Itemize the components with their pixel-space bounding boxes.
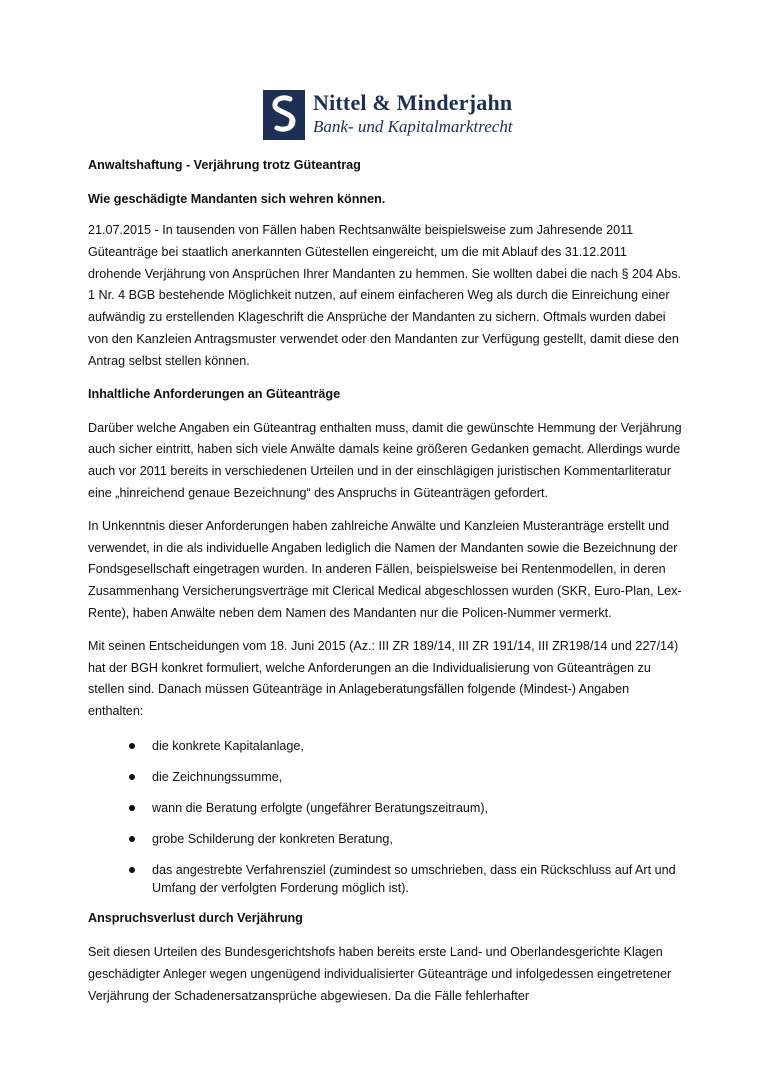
section-sign-logo-icon: [263, 90, 305, 140]
document-title: Anwaltshaftung - Verjährung trotz Güteantrag: [88, 158, 361, 172]
bullet-icon: [129, 836, 135, 842]
paragraph-limitation: Seit diesen Urteilen des Bundesgerichtshofs haben bereits erste Land- und Oberlandesgerichte Klagen geschädigter Anleger wegen ungenügend individualisierter Güteanträge und infolgedessen eingetretener Verjährung der Schadenersatzansprüche abgewiesen. Da die Fälle fehlerhafter: [88, 944, 672, 1003]
firm-name: Nittel & Minderjahn: [313, 90, 513, 115]
bullet-icon: [129, 743, 135, 749]
list-item: wann die Beratung erfolgte (ungefährer Beratungszeitraum),: [88, 799, 682, 817]
list-item: die konkrete Kapitalanlage,: [88, 737, 682, 755]
document-subtitle: Wie geschädigte Mandanten sich wehren können.: [88, 192, 386, 206]
intro-paragraph: 21.07.2015 - In tausenden von Fällen haben Rechtsanwälte beispielsweise zum Jahresende 2011 Güteanträge bei staatlich anerkannten Gütestellen eingereicht, um die mit Ablauf des 31.12.2011 drohende Verjährung von Ansprüchen Ihrer Mandanten zu hemmen. Sie wollten dabei die nach § 204 Abs. 1 Nr. 4 BGB bestehende Möglichkeit nutzen, auf einem einfacheren Weg als durch die Einreichung einer aufwändig zu erstellenden Klageschrift die Ansprüche der Mandanten zu sichern. Oftmals wurden dabei von den Kanzleien Antragsmuster verwendet oder den Mandanten zur Verfügung gestellt, damit diese den Antrag selbst stellen können.: [88, 223, 682, 368]
bullet-icon: [129, 774, 135, 780]
list-item: das angestrebte Verfahrensziel (zumindest so umschrieben, dass ein Rückschluss auf Art und Umfang der verfolgten Forderung möglich ist).: [88, 861, 682, 897]
paragraph-templates: In Unkenntnis dieser Anforderungen haben zahlreiche Anwälte und Kanzleien Musteranträge erstellt und verwendet, in die als individuelle Angaben lediglich die Namen der Mandanten sowie die Bezeichnung der Fondsgesellschaft eingetragen wurden. In anderen Fällen, beispielsweise bei Rentenmodellen, in deren Zusammenhang Versicherungsverträge mit Clerical Medical abgeschlossen wurden (SKR, Euro-Plan, Lex-Rente), haben Anwälte neben dem Namen des Mandanten nur die Policen-Nummer vermerkt.: [88, 518, 682, 620]
list-item: die Zeichnungssumme,: [88, 768, 682, 786]
bullet-icon: [129, 805, 135, 811]
firm-tagline: Bank- und Kapitalmarktrecht: [313, 117, 513, 136]
requirements-list: [88, 737, 682, 897]
section-heading-limitation: Anspruchsverlust durch Verjährung: [88, 910, 303, 925]
paragraph-bgh-decisions: Mit seinen Entscheidungen vom 18. Juni 2015 (Az.: III ZR 189/14, III ZR 191/14, III ZR198/14 und 227/14) hat der BGH konkret formuliert, welche Anforderungen an die Individualisierung von Güteanträgen zu stellen sind. Danach müssen Güteanträge in Anlageberatungsfällen folgende (Mindest-) Angaben enthalten:: [88, 638, 679, 719]
firm-logo: [263, 90, 523, 140]
paragraph-requirements: Darüber welche Angaben ein Güteantrag enthalten muss, damit die gewünschte Hemmung der Verjährung auch sicher eintritt, haben sich viele Anwälte damals keine größeren Gedanken gemacht. Allerdings wurde auch vor 2011 bereits in verschiedenen Urteilen und in der einschlägigen juristischen Kommentarliteratur eine „hinreichend genaue Bezeichnung“ des Anspruchs in Güteanträgen gefordert.: [88, 420, 682, 500]
section-heading-requirements: Inhaltliche Anforderungen an Güteanträge: [88, 386, 341, 401]
bullet-icon: [129, 867, 135, 873]
article-body: [88, 155, 682, 1007]
list-item: grobe Schilderung der konkreten Beratung,: [88, 830, 682, 848]
